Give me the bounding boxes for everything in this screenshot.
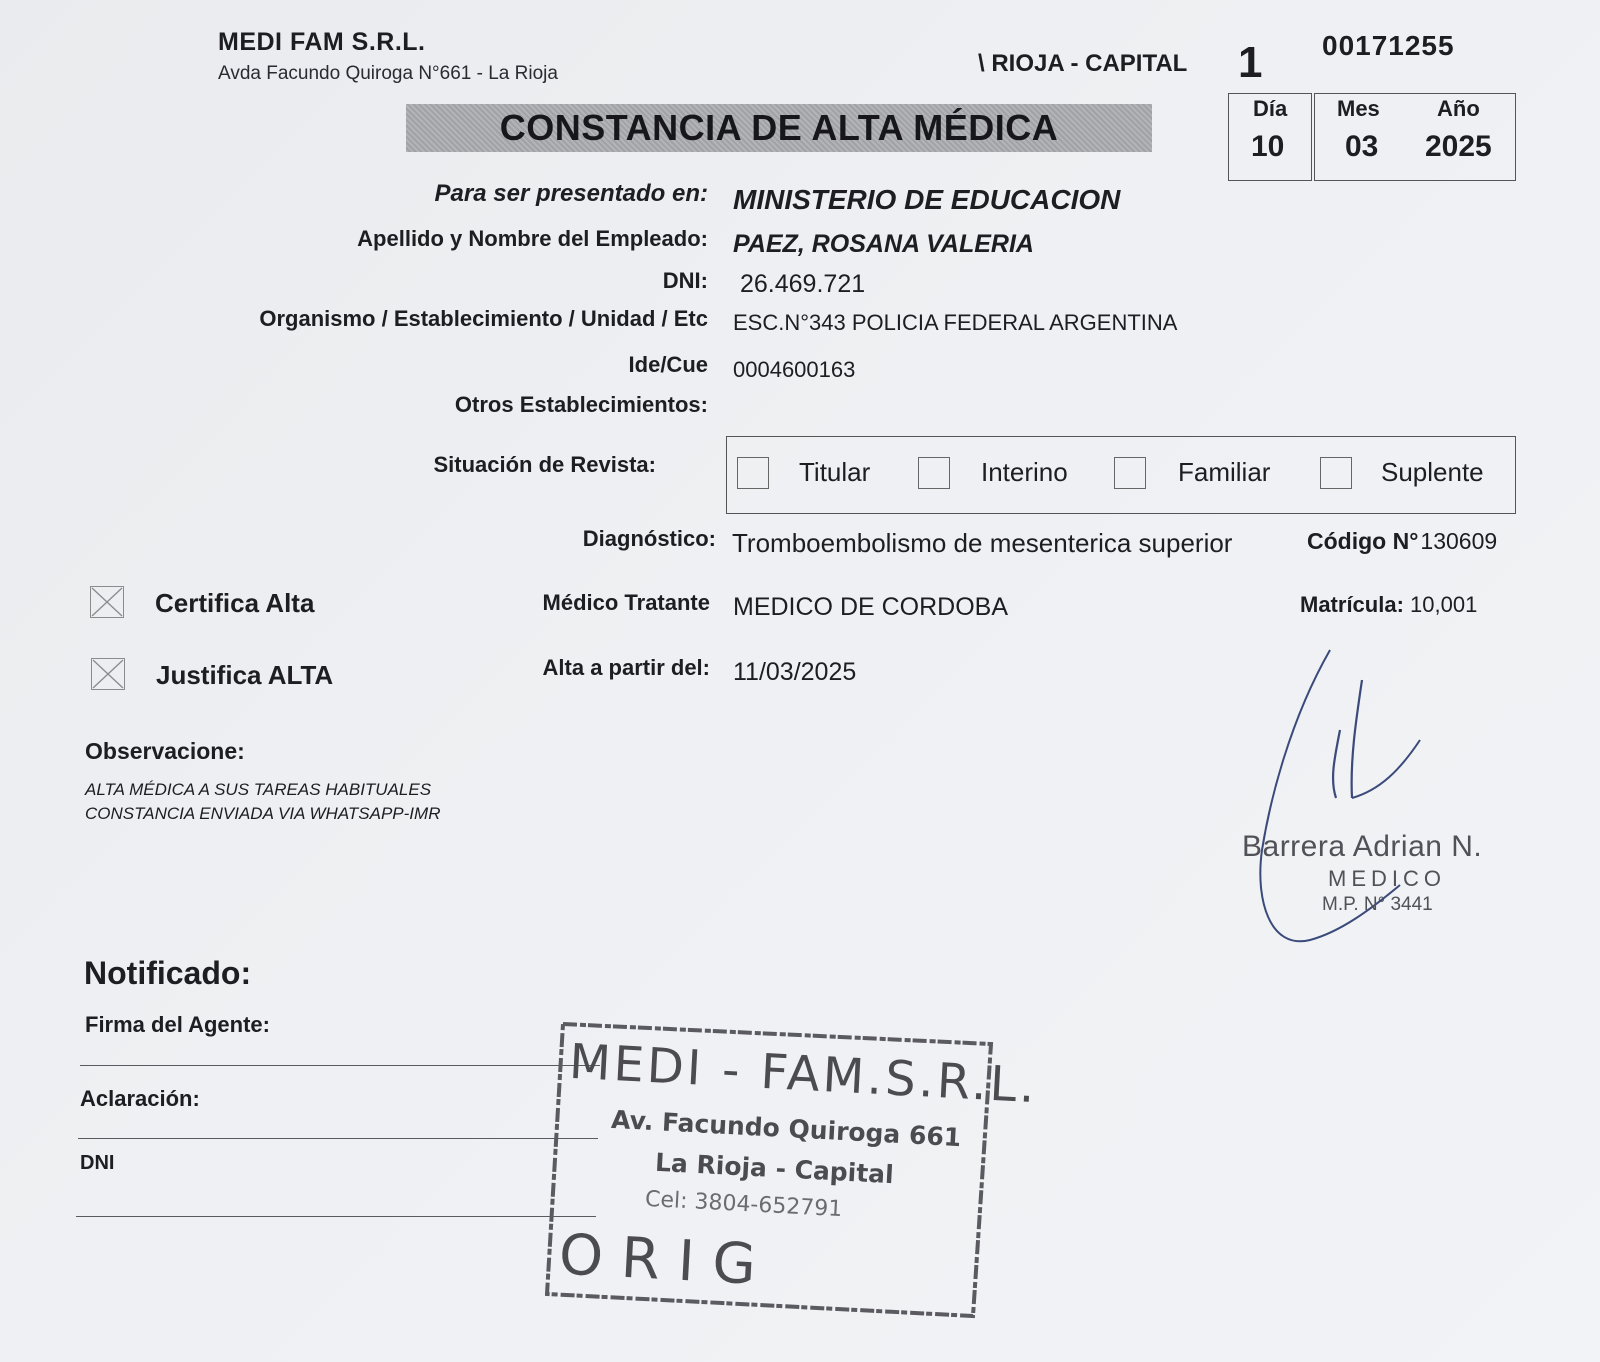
company-stamp xyxy=(545,1020,1040,1320)
date-day-box xyxy=(1228,93,1312,181)
date-day-value: 10 xyxy=(1251,130,1285,163)
revista-label: Situación de Revista: xyxy=(433,452,656,477)
dni-line xyxy=(76,1216,596,1217)
suplente-option-label: Suplente xyxy=(1381,457,1484,487)
matricula-value: 10,001 xyxy=(1410,592,1478,617)
dni-notificado-label: DNI xyxy=(80,1152,115,1174)
codigo-label: Código N° xyxy=(1307,528,1419,554)
stamp-city: La Rioja - Capital xyxy=(654,1147,895,1190)
organismo-label: Organismo / Establecimiento / Unidad / Etc xyxy=(259,306,708,331)
codigo-value: 130609 xyxy=(1420,528,1498,554)
notificado-title: Notificado: xyxy=(84,955,252,991)
date-year-value: 2025 xyxy=(1425,130,1492,163)
alta-desde-label: Alta a partir del: xyxy=(542,655,710,680)
observaciones-line-1: ALTA MÉDICA A SUS TAREAS HABITUALES xyxy=(85,780,432,799)
nombre-value: PAEZ, ROSANA VALERIA xyxy=(733,230,1034,258)
alta-desde-value: 11/03/2025 xyxy=(733,658,857,686)
presentado-value: MINISTERIO DE EDUCACION xyxy=(733,184,1121,215)
titular-checkbox[interactable] xyxy=(737,457,769,489)
justifica-alta-checkbox[interactable] xyxy=(91,658,125,690)
copy-number: 1 xyxy=(1238,38,1263,87)
interino-option-label: Interino xyxy=(981,457,1068,487)
date-month-year-box xyxy=(1314,93,1516,181)
date-month-value: 03 xyxy=(1345,130,1379,163)
justifica-alta-label: Justifica ALTA xyxy=(156,660,334,690)
certifica-alta-checkbox[interactable] xyxy=(90,586,124,618)
firma-agente-label: Firma del Agente: xyxy=(85,1012,270,1037)
titular-option-label: Titular xyxy=(799,457,871,487)
cross-mark-icon xyxy=(92,659,124,689)
codigo-field xyxy=(1307,528,1497,555)
company-name: MEDI FAM S.R.L. xyxy=(218,28,426,56)
stamp-original: ORIG xyxy=(557,1222,776,1299)
matricula-field xyxy=(1300,592,1477,618)
cross-mark-icon xyxy=(91,587,123,617)
certifica-alta-label: Certifica Alta xyxy=(155,588,315,618)
stamp-phone: Cel: 3804-652791 xyxy=(644,1186,843,1223)
aclaracion-label: Aclaración: xyxy=(80,1086,200,1111)
date-day-label: Día xyxy=(1253,96,1288,121)
diagnostico-value: Tromboembolismo de mesenterica superior xyxy=(732,528,1233,558)
stamp-address: Av. Facundo Quiroga 661 xyxy=(610,1104,962,1153)
idecue-value: 0004600163 xyxy=(733,357,856,382)
date-month-label: Mes xyxy=(1337,96,1380,121)
organismo-value: ESC.N°343 POLICIA FEDERAL ARGENTINA xyxy=(733,310,1178,335)
interino-checkbox[interactable] xyxy=(918,457,950,489)
dni-value: 26.469.721 xyxy=(740,270,866,298)
signature-license: M.P. N° 3441 xyxy=(1322,894,1433,915)
matricula-label: Matrícula: xyxy=(1300,592,1404,617)
familiar-checkbox[interactable] xyxy=(1114,457,1146,489)
document-number: 00171255 xyxy=(1322,30,1455,61)
aclaracion-line xyxy=(78,1138,598,1139)
medico-value: MEDICO DE CORDOBA xyxy=(733,593,1009,621)
signature-role: MEDICO xyxy=(1328,866,1446,891)
otros-label: Otros Establecimientos: xyxy=(454,392,708,417)
stamp-company: MEDI - FAM.S.R.L. xyxy=(567,1033,1040,1115)
familiar-option-label: Familiar xyxy=(1178,457,1271,487)
date-year-label: Año xyxy=(1437,96,1480,121)
revista-options xyxy=(726,436,1516,514)
idecue-label: Ide/Cue xyxy=(628,352,708,377)
city-label: \ RIOJA - CAPITAL xyxy=(978,50,1188,77)
medico-label: Médico Tratante xyxy=(542,590,710,615)
diagnostico-label: Diagnóstico: xyxy=(582,526,716,551)
nombre-label: Apellido y Nombre del Empleado: xyxy=(357,226,708,251)
signature-name: Barrera Adrian N. xyxy=(1242,830,1483,863)
presentado-label: Para ser presentado en: xyxy=(434,180,708,207)
observaciones-label: Observacione: xyxy=(85,738,245,764)
observaciones-line-2: CONSTANCIA ENVIADA VIA WHATSAPP-IMR xyxy=(85,804,441,823)
firma-line xyxy=(80,1065,600,1066)
suplente-checkbox[interactable] xyxy=(1320,457,1352,489)
company-address: Avda Facundo Quiroga N°661 - La Rioja xyxy=(218,63,558,84)
document-title: CONSTANCIA DE ALTA MÉDICA xyxy=(406,104,1152,152)
dni-label: DNI: xyxy=(662,268,708,293)
